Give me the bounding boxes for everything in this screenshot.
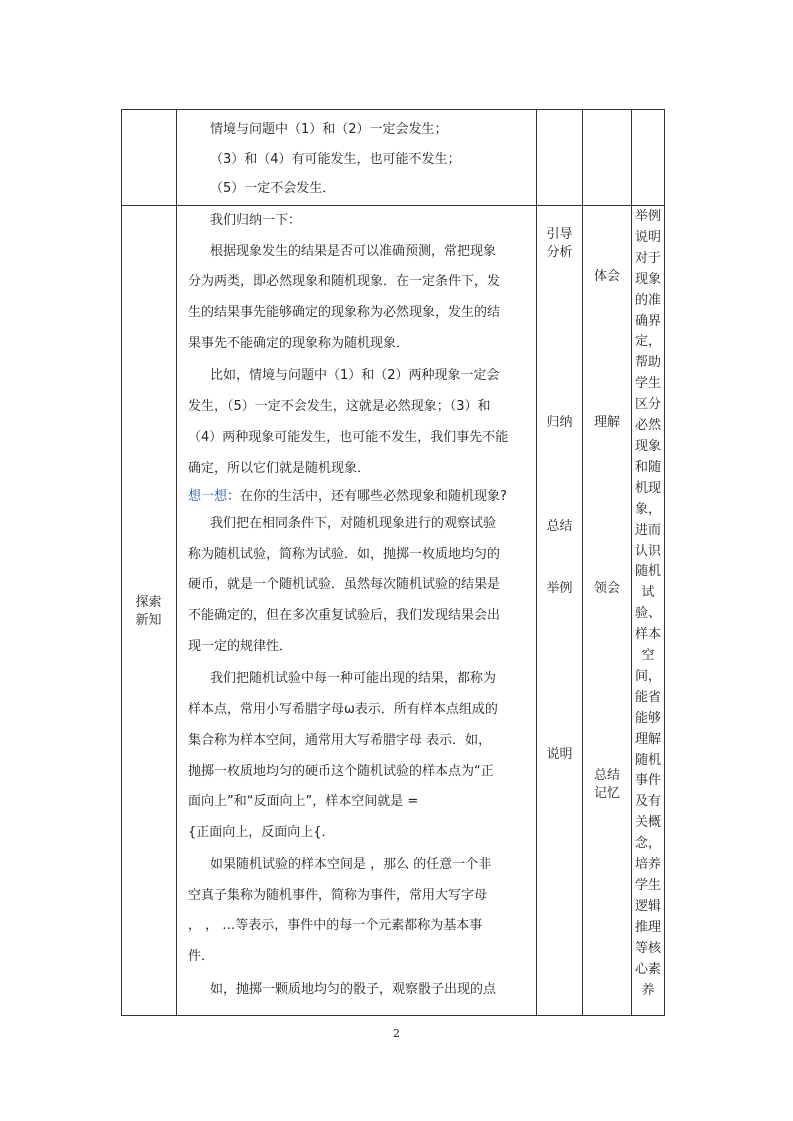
design-intent-line: 等核 [634,940,661,956]
design-intent-line: 确界 [634,313,661,329]
think-label: 想一想 [188,489,228,504]
column-divider [176,109,177,1016]
design-intent-line: 现象 [634,271,661,287]
paragraph-line: 果事先不能确定的现象称为随机现象． [188,336,410,351]
lesson-table [121,109,665,1016]
design-intent-line: 培养 [634,857,661,873]
design-intent-line: 认识 [634,543,661,559]
paragraph-line: 空真子集称为随机事件，简称为事件，常用大写字母 [188,888,488,903]
design-intent-line: 随机 [634,564,661,580]
student-activity-comprehend: 领会 [593,581,620,596]
design-intent [632,207,664,1001]
design-intent-line: 帮助 [634,355,661,371]
paragraph-line: 抛掷一枚质地均匀的硬币这个随机试验的样本点为“正 [188,764,494,779]
table-left-border [121,109,122,1016]
design-intent-line: 能够 [634,710,661,726]
design-intent-line: 试 [641,585,655,601]
paragraph-line: 集合称为样本空间，通常用大写希腊字母 表示．如， [188,733,492,748]
design-intent-line: 养 [641,982,655,998]
paragraph-line: 如，抛掷一颗质地均匀的骰子，观察骰子出现的点 [210,982,497,997]
teacher-activity-explain: 说明 [546,747,573,762]
paragraph-line: 如果随机试验的样本空间是 ，那么 的任意一个非 [210,857,492,872]
table-right-border [664,109,665,1016]
paragraph-line: ， ， …等表示，事件中的每一个元素都称为基本事 [188,918,483,933]
design-intent-line: 念， [634,836,661,852]
design-intent-line: 理解 [634,731,661,747]
design-intent-line: 区分 [634,397,661,413]
paragraph-line: 硬币，就是一个随机试验．虽然每次随机试验的结果是 [188,577,501,592]
row1-line: （5）一定不会发生． [210,181,336,196]
design-intent-line: 事件 [634,773,661,789]
design-intent-line: 现象 [634,438,661,454]
design-intent-line: 机现 [634,480,661,496]
paragraph-line: 比如，情境与问题中（1）和（2）两种现象一定会 [210,368,500,383]
row-divider [121,205,665,206]
summary-intro: 我们归纳一下： [210,213,302,228]
design-intent-line: 学生 [634,878,661,893]
design-intent-line: 象， [634,501,661,517]
design-intent-line: 对于 [634,250,661,266]
teacher-activity-example: 举例 [546,581,573,596]
paragraph-line: 件． [188,949,215,964]
paragraph-line: 我们把随机试验中每一种可能出现的结果，都称为 [210,671,497,686]
think-text: ：在你的生活中，还有哪些必然现象和随机现象? [227,489,507,504]
design-intent-line: 空 [641,648,655,664]
student-activity-experience: 体会 [593,269,620,284]
design-intent-line: 必然 [634,418,661,434]
paragraph-line: 现一定的规律性． [188,639,293,654]
design-intent-line: 定， [634,334,661,350]
paragraph-line: 生的结果事先能够确定的现象称为必然现象，发生的结 [188,305,501,320]
paragraph-line: 样本点，常用小写希腊字母ω表示．所有样本点组成的 [188,702,498,717]
design-intent-line: 间， [634,668,661,684]
design-intent-line: 和随 [634,459,661,475]
paragraph-line: 分为两类，即必然现象和随机现象．在一定条件下，发 [188,274,501,289]
paragraph-line: 称为随机试验，简称为试验．如，抛掷一枚质地均匀的 [188,547,501,562]
row1-line: 情境与问题中（1）和（2）一定会发生； [210,122,448,137]
paragraph-line: 不能确定的，但在多次重复试验后，我们发现结果会出 [188,608,501,623]
design-intent-line: 进而 [634,522,661,538]
paragraph-line: 面向上”和“反面向上”，样本空间就是 = [188,794,419,809]
paragraph-line: {正面向上，反面向上{． [188,825,335,840]
teacher-activity-induce: 归纳 [546,415,573,430]
column-divider [582,109,583,1016]
design-intent-line: 逻辑 [634,898,661,914]
page-number: 2 [393,1027,400,1040]
design-intent-line: 验、 [634,606,661,622]
paragraph-line: 根据现象发生的结果是否可以准确预测，常把现象 [210,244,497,259]
student-activity-summarize: 总结 记忆 [593,768,620,801]
design-intent-line: 随机 [634,752,661,768]
design-intent-line: 心素 [634,961,661,977]
section-label: 探索 新知 [135,595,162,628]
paragraph-line: （4）两种现象可能发生，也可能不发生，我们事先不能 [188,430,509,445]
row1-line: （3）和（4）有可能发生，也可能不发生； [210,152,461,167]
paragraph-line: 发生，（5）一定不会发生，这就是必然现象；（3）和 [188,399,491,414]
design-intent-line: 的准 [634,292,661,308]
design-intent-line: 举例 [634,209,661,224]
design-intent-line: 及有 [634,794,661,810]
paragraph-line: 我们把在相同条件下，对随机现象进行的观察试验 [210,516,497,531]
design-intent-line: 说明 [634,229,661,245]
teacher-activity-guide: 引导 分析 [546,227,573,260]
design-intent-line: 关概 [634,815,661,831]
table-bottom-border [121,1015,665,1016]
design-intent-line: 样本 [634,627,661,643]
table-top-border [121,109,665,110]
design-intent-line: 推理 [634,919,661,935]
student-activity-understand: 理解 [593,415,620,430]
think-prompt [188,488,507,506]
teacher-activity-conclude: 总结 [546,519,573,534]
design-intent-line: 学生 [634,376,661,392]
design-intent-line: 能省 [634,689,661,705]
paragraph-line: 确定，所以它们就是随机现象． [188,461,371,476]
